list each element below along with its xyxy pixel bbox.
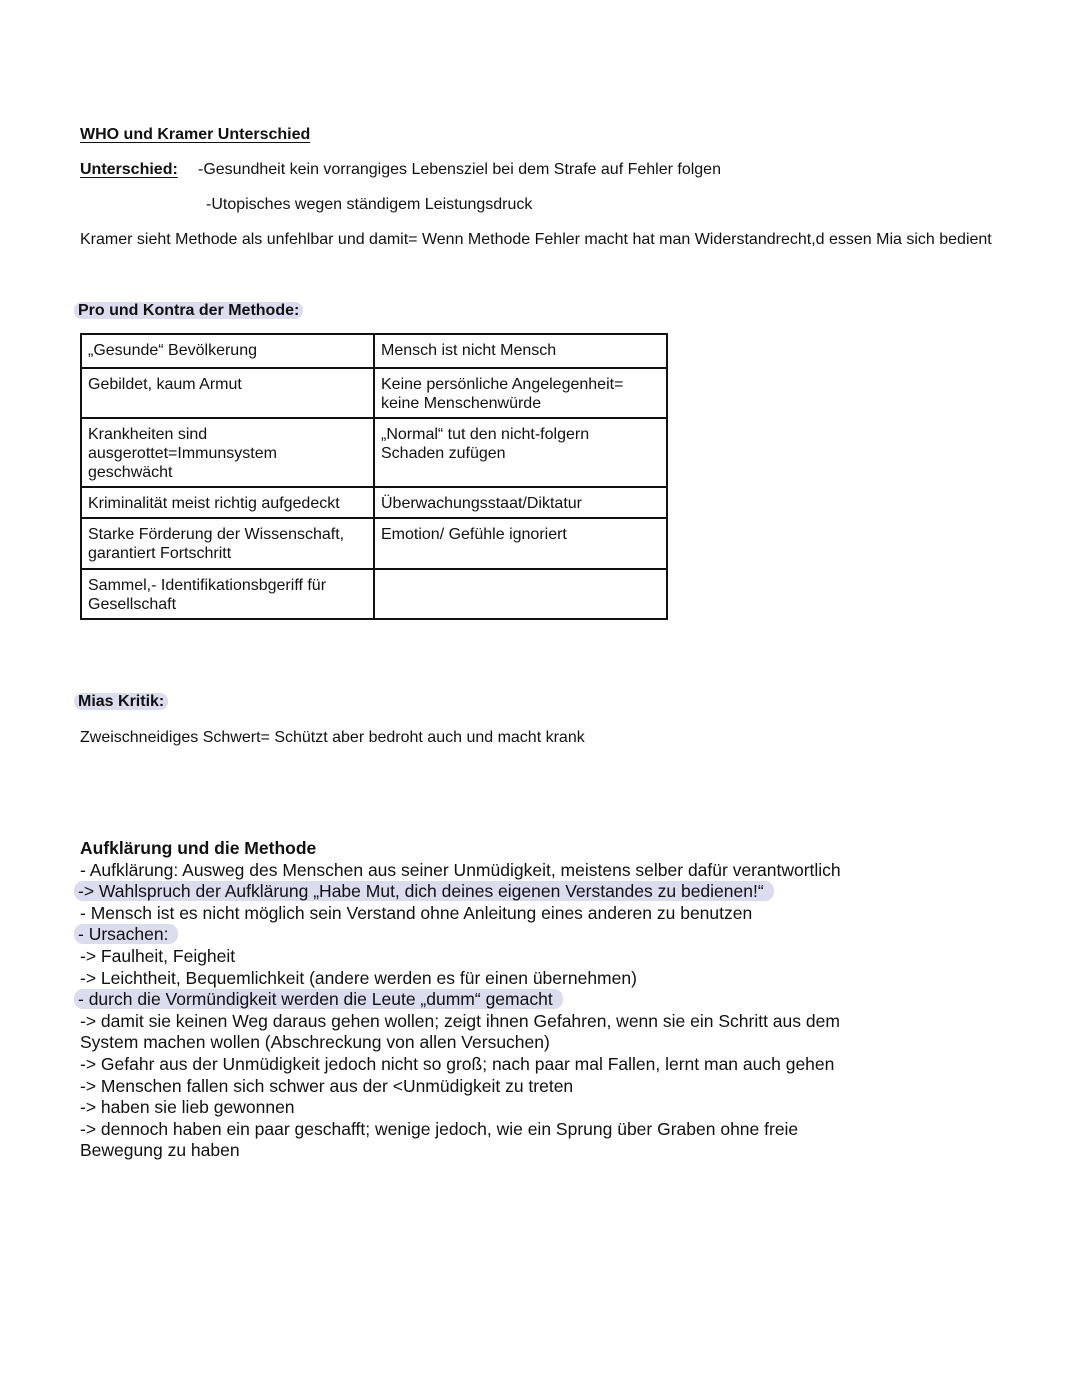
pro-cell: „Gesunde“ Bevölkerung	[81, 334, 374, 368]
unterschied-point-2: -Utopisches wegen ständigem Leistungsdruck	[206, 196, 533, 213]
aufklaerung-line: - Mensch ist es nicht möglich sein Verstand ohne Anleitung eines anderen zu benutzen	[80, 902, 753, 923]
pro-kontra-row	[81, 368, 667, 418]
pro-kontra-row	[81, 487, 667, 518]
aufklaerung-section	[80, 838, 841, 1162]
section-title-who-kramer: WHO und Kramer Unterschied	[80, 126, 311, 143]
aufklaerung-line: - Aufklärung: Ausweg des Menschen aus seiner Unmüdigkeit, meistens selber dafür verantwortlich	[80, 859, 841, 880]
aufklaerung-line	[80, 881, 841, 903]
aufklaerung-line: -> Gefahr aus der Unmüdigkeit jedoch nicht so groß; nach paar mal Fallen, lernt man auch gehen	[80, 1053, 835, 1074]
contra-cell	[374, 569, 667, 619]
pro-cell: Starke Förderung der Wissenschaft, garantiert Fortschritt	[81, 518, 374, 569]
pro-cell: Kriminalität meist richtig aufgedeckt	[81, 487, 374, 518]
pro-kontra-row	[81, 569, 667, 619]
aufklaerung-line: Bewegung zu haben	[80, 1140, 240, 1161]
aufklaerung-line-highlight: -> Wahlspruch der Aufklärung „Habe Mut, dich deines eigenen Verstandes zu bedienen!“	[74, 881, 774, 901]
unterschied-point-1: -Gesundheit kein vorrangiges Lebensziel bei dem Strafe auf Fehler folgen	[198, 161, 721, 178]
aufklaerung-line: -> Leichtheit, Bequemlichkeit (andere werden es für einen übernehmen)	[80, 967, 637, 988]
contra-cell: Emotion/ Gefühle ignoriert	[374, 518, 667, 569]
section-title-mias-kritik	[80, 693, 168, 711]
pro-kontra-row	[81, 334, 667, 368]
pro-kontra-table	[80, 333, 668, 620]
mias-kritik-text: Zweischneidiges Schwert= Schützt aber bedroht auch und macht krank	[80, 729, 585, 746]
section-title-pro-kontra	[80, 302, 303, 320]
pro-kontra-title-text: Pro und Kontra der Methode:	[74, 302, 303, 319]
aufklaerung-line: -> Faulheit, Feigheit	[80, 945, 236, 966]
pro-cell: Sammel,- Identifikationsbgeriff für Gesellschaft	[81, 569, 374, 619]
aufklaerung-title: Aufklärung und die Methode	[80, 838, 317, 858]
mias-kritik-title-text: Mias Kritik:	[74, 693, 168, 710]
aufklaerung-line	[80, 924, 841, 946]
aufklaerung-line-highlight: - durch die Vormündigkeit werden die Leute „dumm“ gemacht	[74, 989, 563, 1009]
pro-cell: Krankheiten sind ausgerottet=Immunsystem geschwächt	[81, 418, 374, 487]
contra-cell: Keine persönliche Angelegenheit= keine Menschenwürde	[374, 368, 667, 418]
aufklaerung-line: -> damit sie keinen Weg daraus gehen wollen; zeigt ihnen Gefahren, wenn sie ein Schritt aus dem	[80, 1010, 840, 1031]
aufklaerung-line: -> Menschen fallen sich schwer aus der <Unmüdigkeit zu treten	[80, 1075, 574, 1096]
aufklaerung-line: -> haben sie lieb gewonnen	[80, 1097, 295, 1118]
pro-kontra-row	[81, 518, 667, 569]
aufklaerung-line: System machen wollen (Abschreckung von allen Versuchen)	[80, 1032, 550, 1053]
contra-cell: Mensch ist nicht Mensch	[374, 334, 667, 368]
aufklaerung-line: -> dennoch haben ein paar geschafft; wenige jedoch, wie ein Sprung über Graben ohne freie	[80, 1118, 799, 1139]
contra-cell: „Normal“ tut den nicht-folgern Schaden zufügen	[374, 418, 667, 487]
kramer-statement: Kramer sieht Methode als unfehlbar und damit= Wenn Methode Fehler macht hat man Widerstandrecht,d essen Mia sich bedient	[80, 231, 992, 248]
aufklaerung-line-highlight: - Ursachen:	[74, 924, 178, 944]
unterschied-label: Unterschied:	[80, 161, 178, 178]
pro-kontra-row	[81, 418, 667, 487]
aufklaerung-line	[80, 989, 841, 1011]
contra-cell: Überwachungsstaat/Diktatur	[374, 487, 667, 518]
pro-cell: Gebildet, kaum Armut	[81, 368, 374, 418]
